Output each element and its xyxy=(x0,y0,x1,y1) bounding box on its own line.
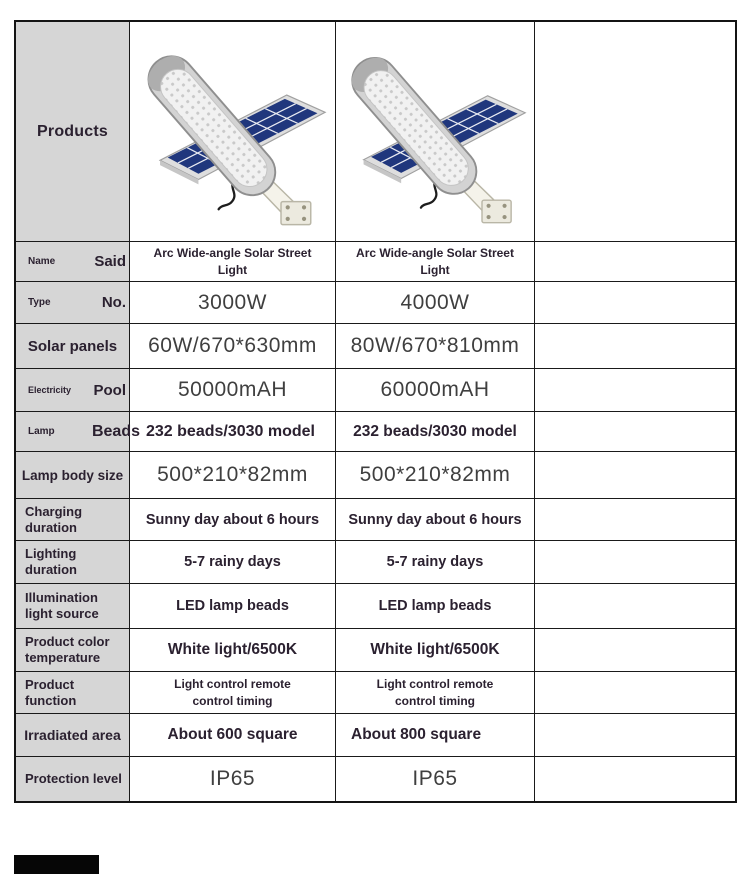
cell-solar-panels-product-1: 60W/670*630mm xyxy=(130,324,336,369)
cell-lighting-duration-empty xyxy=(535,541,735,584)
cell-illumination-product-2: LED lamp beads xyxy=(336,584,535,629)
cell-lamp-body-size-empty xyxy=(535,452,735,499)
cell-product-function-product-1: Light control remote control timing xyxy=(130,672,336,714)
cell-solar-panels-product-2: 80W/670*810mm xyxy=(336,324,535,369)
cell-irradiated-area-empty xyxy=(535,714,735,757)
cell-type-product-2: 4000W xyxy=(336,282,535,324)
cell-color-temperature-product-1: White light/6500K xyxy=(130,629,336,672)
row-label-charging-duration: Charging duration xyxy=(16,499,130,541)
cell-lighting-duration-product-2: 5-7 rainy days xyxy=(336,541,535,584)
cell-solar-panels-empty xyxy=(535,324,735,369)
row-label-name: Name Said xyxy=(16,242,130,282)
row-label-products: Products xyxy=(16,22,130,242)
cell-battery-product-2: 60000mAH xyxy=(336,369,535,412)
row-label-solar-panels: Solar panels xyxy=(16,324,130,369)
solar-street-light-image xyxy=(137,33,329,231)
row-label-illumination-light-source: Illumination light source xyxy=(16,584,130,629)
cell-battery-empty xyxy=(535,369,735,412)
products-empty-cell xyxy=(535,22,735,242)
product-spec-table xyxy=(14,20,737,803)
row-label-product-function: Product function xyxy=(16,672,130,714)
cell-charging-duration-product-2: Sunny day about 6 hours xyxy=(336,499,535,541)
cell-lamp-beads-product-2: 232 beads/3030 model xyxy=(336,412,535,452)
row-label-irradiated-area: Irradiated area xyxy=(16,714,130,757)
cell-charging-duration-empty xyxy=(535,499,735,541)
row-label-type: Type No. xyxy=(16,282,130,324)
cell-lamp-beads-product-1: 232 beads/3030 model xyxy=(130,412,336,452)
row-label-lamp-body-size: Lamp body size xyxy=(16,452,130,499)
cell-name-product-2: Arc Wide-angle Solar Street Light xyxy=(336,242,535,282)
cell-color-temperature-product-2: White light/6500K xyxy=(336,629,535,672)
row-label-lamp-beads: Lamp Beads xyxy=(16,412,130,452)
cell-lamp-beads-empty xyxy=(535,412,735,452)
cell-product-function-product-2: Light control remote control timing xyxy=(336,672,535,714)
cell-irradiated-area-product-2: About 800 square xyxy=(336,714,535,757)
product-1-image xyxy=(130,22,336,242)
cell-product-function-empty xyxy=(535,672,735,714)
cell-name-empty xyxy=(535,242,735,282)
solar-street-light-image xyxy=(341,35,529,229)
cell-irradiated-area-product-1: About 600 square xyxy=(130,714,336,757)
cell-lamp-body-size-product-2: 500*210*82mm xyxy=(336,452,535,499)
cell-lighting-duration-product-1: 5-7 rainy days xyxy=(130,541,336,584)
row-label-lighting-duration: Lighting duration xyxy=(16,541,130,584)
cell-protection-level-product-1: IP65 xyxy=(130,757,336,801)
cell-charging-duration-product-1: Sunny day about 6 hours xyxy=(130,499,336,541)
product-2-image xyxy=(336,22,535,242)
cell-protection-level-empty xyxy=(535,757,735,801)
row-label-protection-level: Protection level xyxy=(16,757,130,801)
cell-name-product-1: Arc Wide-angle Solar Street Light xyxy=(130,242,336,282)
cell-illumination-empty xyxy=(535,584,735,629)
cell-color-temperature-empty xyxy=(535,629,735,672)
cell-illumination-product-1: LED lamp beads xyxy=(130,584,336,629)
cropped-black-banner xyxy=(14,855,99,874)
cell-protection-level-product-2: IP65 xyxy=(336,757,535,801)
row-label-product-color-temperature: Product color temperature xyxy=(16,629,130,672)
cell-type-empty xyxy=(535,282,735,324)
cell-lamp-body-size-product-1: 500*210*82mm xyxy=(130,452,336,499)
cell-battery-product-1: 50000mAH xyxy=(130,369,336,412)
row-label-battery: Electricity Pool xyxy=(16,369,130,412)
cell-type-product-1: 3000W xyxy=(130,282,336,324)
